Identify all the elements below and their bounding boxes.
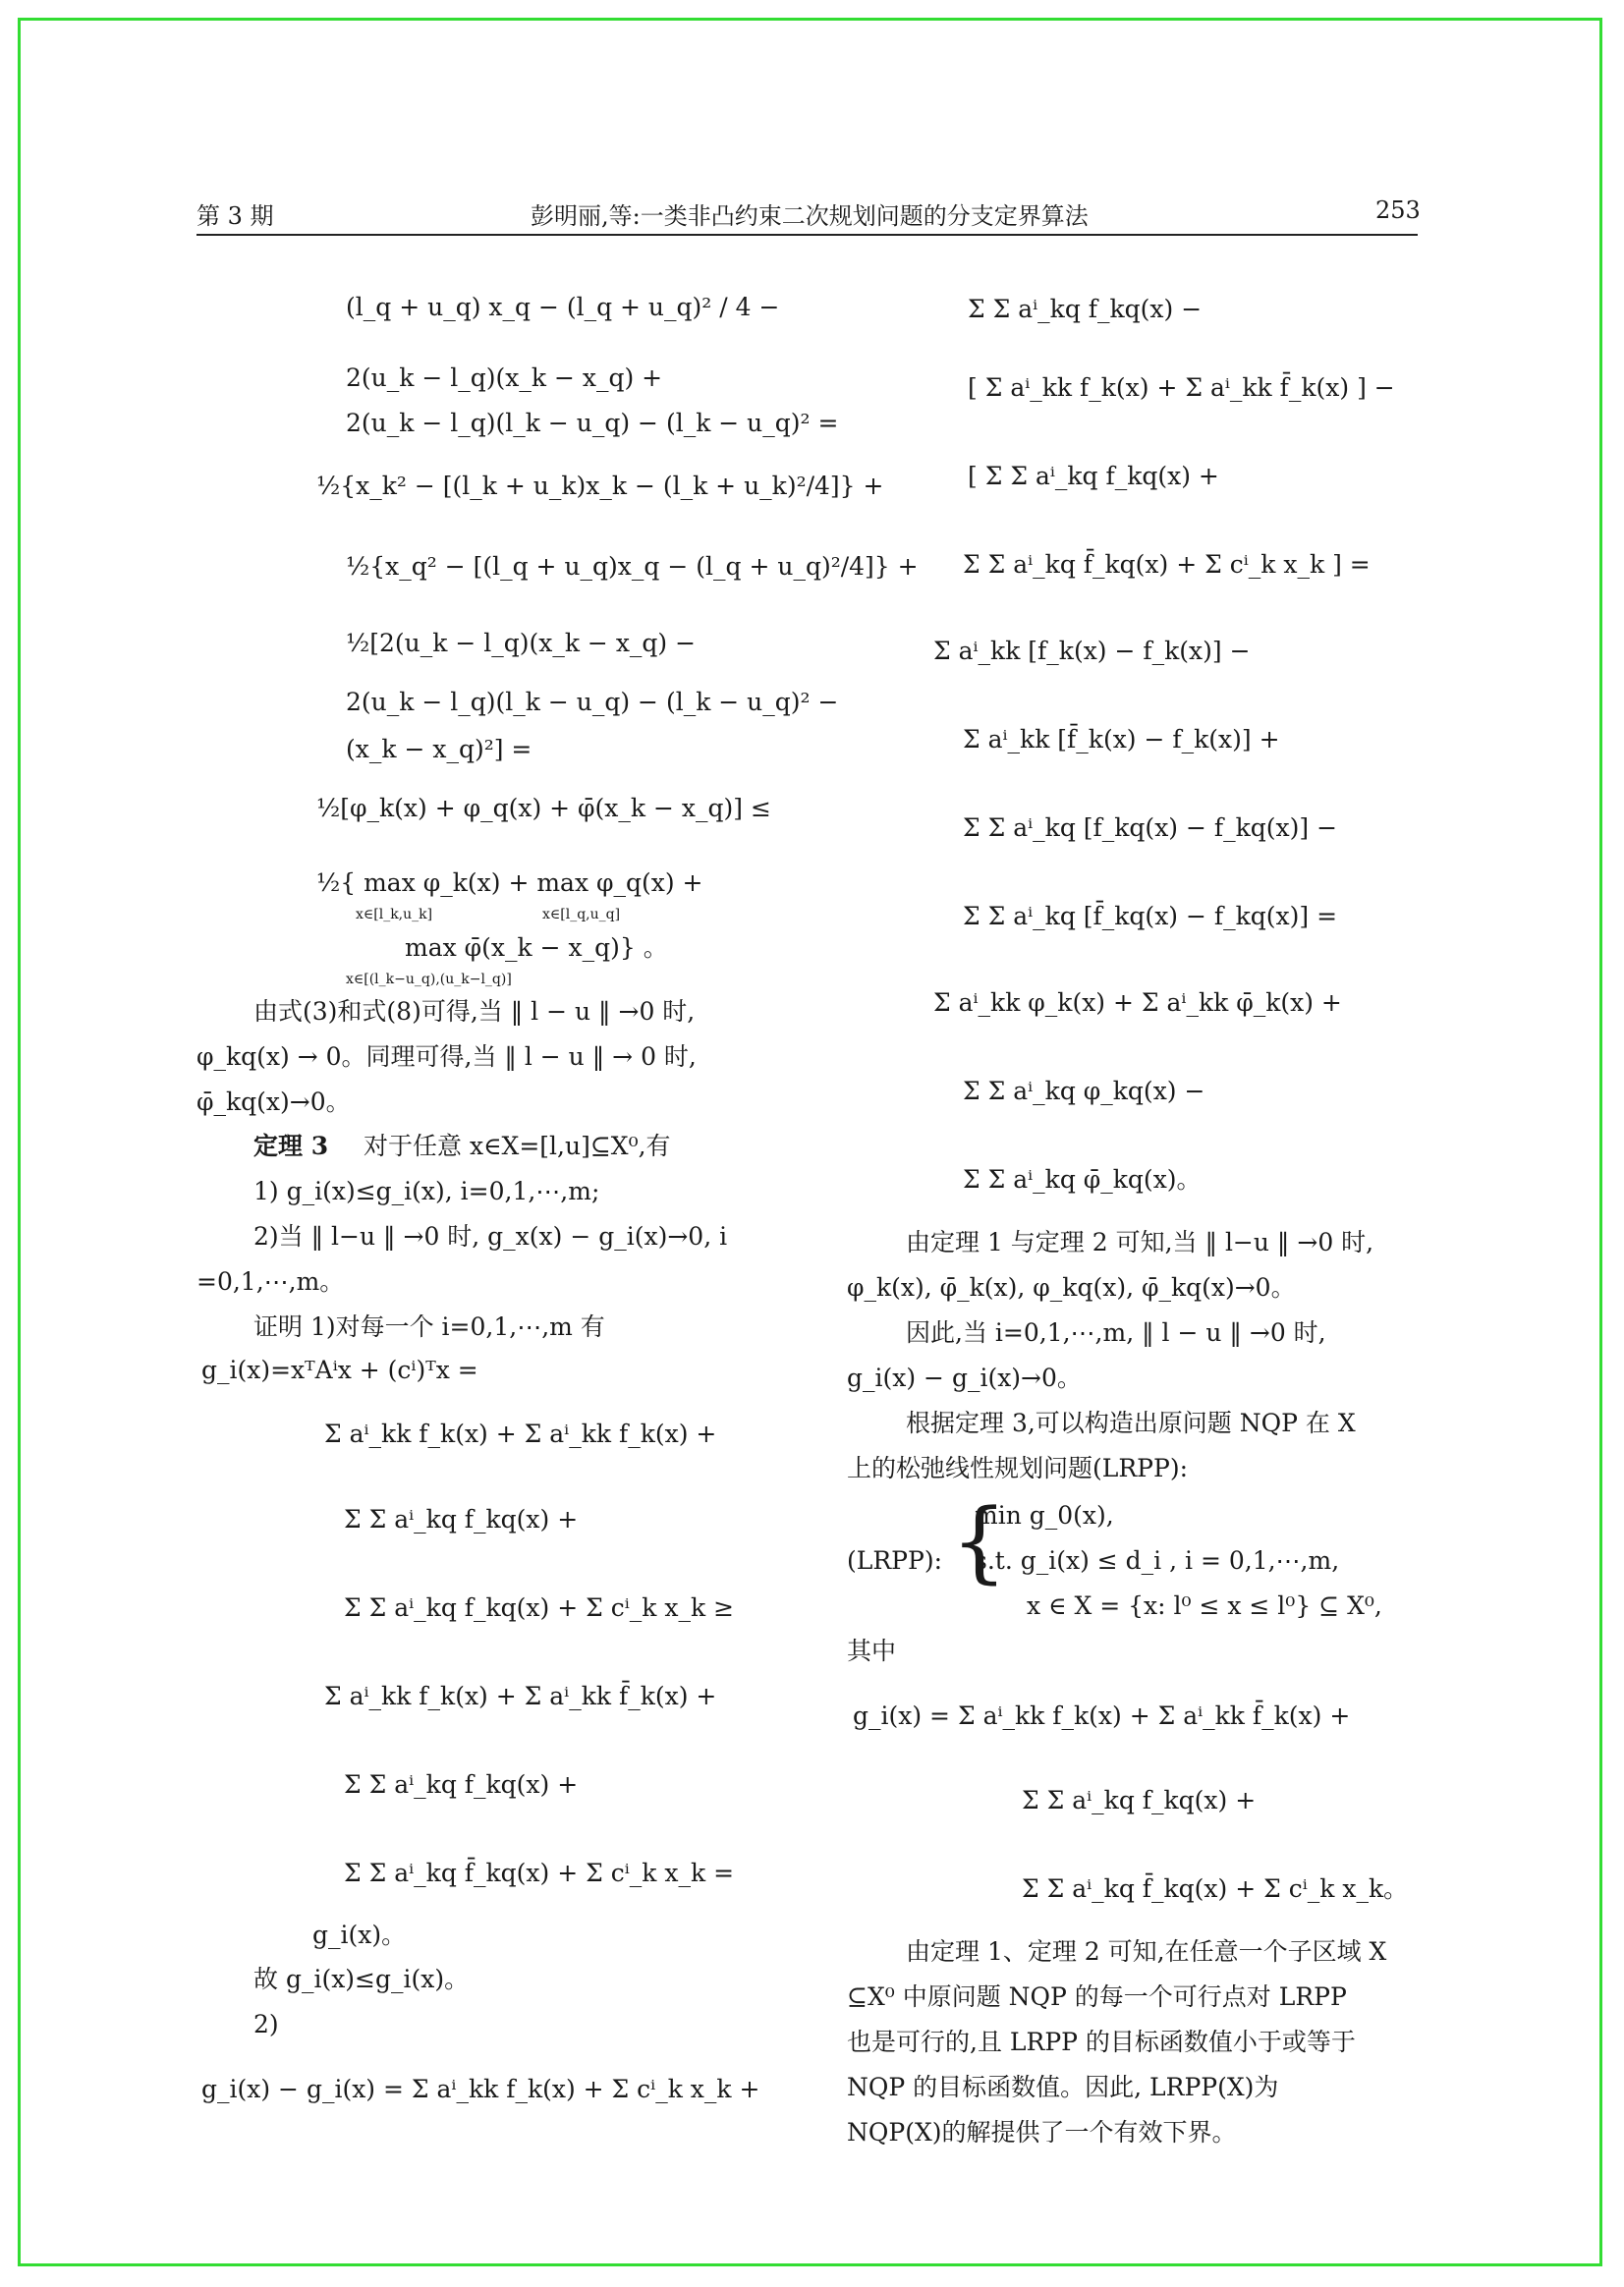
eq-line: Σ Σ aⁱ_kq f_kq(x) +: [1022, 1786, 1257, 1814]
eq-line: 2(u_k − l_q)(x_k − x_q) +: [346, 363, 663, 392]
lrpp-domain: x ∈ X = {x: l⁰ ≤ x ≤ l⁰} ⊆ X⁰,: [1027, 1591, 1382, 1620]
eq-line: Σ aⁱ_kk f_k(x) + Σ aⁱ_kk f̄_k(x) +: [324, 1682, 717, 1710]
paragraph-line: 因此,当 i=0,1,⋯,m, ‖ l − u ‖ →0 时,: [906, 1318, 1326, 1347]
paragraph-line: ⊆X⁰ 中原问题 NQP 的每一个可行点对 LRPP: [847, 1982, 1347, 2011]
eq-line: Σ Σ aⁱ_kq [f_kq(x) − f_kq(x)] −: [963, 813, 1338, 842]
theorem-item: =0,1,⋯,m。: [196, 1267, 345, 1296]
paragraph-line: 其中: [847, 1637, 897, 1665]
eq-line: 故 g_i(x)≤g_i(x)。: [253, 1965, 470, 1993]
lrpp-constraint: s.t. g_i(x) ≤ d_i , i = 0,1,⋯,m,: [975, 1546, 1340, 1575]
paragraph-line: g_i(x) − g_i(x)→0。: [847, 1364, 1082, 1392]
paragraph-line: φ_kq(x) → 0。同理可得,当 ‖ l − u ‖ → 0 时,: [196, 1042, 697, 1071]
eq-line: Σ aⁱ_kk [f̄_k(x) − f_k(x)] +: [963, 725, 1280, 753]
theorem-item: 2)当 ‖ l−u ‖ →0 时, g_x(x) − g_i(x)→0, i: [253, 1222, 728, 1251]
eq-line: Σ Σ aⁱ_kq [f̄_kq(x) − f_kq(x)] =: [963, 902, 1338, 930]
page-number: 253: [1375, 196, 1421, 224]
eq-line: Σ aⁱ_kk φ_k(x) + Σ aⁱ_kk φ̄_k(x) +: [933, 988, 1342, 1017]
eq-line: (x_k − x_q)²] =: [346, 735, 532, 763]
eq-line: max φ̄(x_k − x_q)} 。: [405, 933, 668, 962]
eq-line: Σ Σ aⁱ_kq f_kq(x) +: [344, 1770, 579, 1799]
paragraph-line: NQP 的目标函数值。因此, LRPP(X)为: [847, 2073, 1279, 2101]
theorem-label: 定理 3: [253, 1132, 329, 1160]
eq-line: 2): [253, 2010, 279, 2038]
theorem-item: 1) g_i(x)≤g_i(x), i=0,1,⋯,m;: [253, 1177, 600, 1205]
eq-line: Σ Σ aⁱ_kq f_kq(x) +: [344, 1505, 579, 1534]
paragraph-line: φ̄_kq(x)→0。: [196, 1088, 351, 1116]
eq-line: ½{ max φ_k(x) + max φ_q(x) +: [316, 868, 703, 897]
theorem-text: 对于任意 x∈X=[l,u]⊆X⁰,有: [364, 1132, 671, 1160]
lrpp-objective: min g_0(x),: [975, 1501, 1114, 1530]
lrpp-label: (LRPP):: [847, 1546, 942, 1575]
eq-line: Σ Σ aⁱ_kq f_kq(x) + Σ cⁱ_k x_k ≥: [344, 1593, 735, 1622]
eq-line: Σ Σ aⁱ_kq f̄_kq(x) + Σ cⁱ_k x_k ] =: [963, 550, 1371, 579]
eq-line: Σ Σ aⁱ_kq f_kq(x) −: [968, 295, 1203, 323]
paragraph-line: 也是可行的,且 LRPP 的目标函数值小于或等于: [847, 2028, 1356, 2056]
eq-line: ½{x_q² − [(l_q + u_q)x_q − (l_q + u_q)²/4]} +: [346, 552, 919, 581]
paragraph-line: 上的松弛线性规划问题(LRPP):: [847, 1454, 1188, 1482]
eq-subscript: x∈[l_k,u_k]: [356, 907, 433, 922]
paragraph-line: NQP(X)的解提供了一个有效下界。: [847, 2118, 1237, 2147]
header-rule: [196, 234, 1418, 236]
eq-line: ½[φ_k(x) + φ_q(x) + φ̄(x_k − x_q)] ≤: [316, 794, 771, 822]
paragraph-line: φ_k(x), φ̄_k(x), φ_kq(x), φ̄_kq(x)→0。: [847, 1273, 1296, 1302]
eq-line: g_i(x) − g_i(x) = Σ aⁱ_kk f_k(x) + Σ cⁱ_k x_k +: [201, 2075, 760, 2103]
eq-line: 2(u_k − l_q)(l_k − u_q) − (l_k − u_q)² =: [346, 409, 839, 437]
eq-line: ½{x_k² − [(l_k + u_k)x_k − (l_k + u_k)²/4]} +: [316, 472, 884, 500]
eq-line: Σ Σ aⁱ_kq φ_kq(x) −: [963, 1077, 1205, 1105]
eq-line: ½[2(u_k − l_q)(x_k − x_q) −: [346, 629, 697, 657]
eq-line: Σ aⁱ_kk f_k(x) + Σ aⁱ_kk f_k(x) +: [324, 1420, 717, 1448]
eq-line: Σ Σ aⁱ_kq f̄_kq(x) + Σ cⁱ_k x_k =: [344, 1859, 735, 1887]
paragraph-line: 由定理 1 与定理 2 可知,当 ‖ l−u ‖ →0 时,: [906, 1228, 1374, 1256]
eq-line: Σ aⁱ_kk [f_k(x) − f_k(x)] −: [933, 637, 1251, 665]
eq-line: Σ Σ aⁱ_kq φ̄_kq(x)。: [963, 1165, 1202, 1194]
eq-line: g_i(x) = Σ aⁱ_kk f_k(x) + Σ aⁱ_kk f̄_k(x) +: [853, 1701, 1351, 1730]
eq-line: g_i(x)=xᵀAⁱx + (cⁱ)ᵀx =: [201, 1356, 478, 1384]
running-title: 彭明丽,等:一类非凸约束二次规划问题的分支定界算法: [531, 202, 1089, 230]
left-brace: {: [951, 1490, 1008, 1593]
eq-line: (l_q + u_q) x_q − (l_q + u_q)² / 4 −: [346, 293, 780, 321]
paragraph-line: 由式(3)和式(8)可得,当 ‖ l − u ‖ →0 时,: [253, 997, 696, 1026]
eq-subscript: x∈[(l_k−u_q),(u_k−l_q)]: [346, 972, 512, 987]
eq-line: Σ Σ aⁱ_kq f̄_kq(x) + Σ cⁱ_k x_k。: [1022, 1874, 1409, 1903]
proof-line: 证明 1)对每一个 i=0,1,⋯,m 有: [253, 1312, 605, 1341]
eq-line: [ Σ aⁱ_kk f_k(x) + Σ aⁱ_kk f̄_k(x) ] −: [968, 373, 1395, 402]
paragraph-line: 由定理 1、定理 2 可知,在任意一个子区域 X: [906, 1937, 1387, 1966]
eq-line: [ Σ Σ aⁱ_kq f_kq(x) +: [968, 462, 1219, 490]
issue-label: 第 3 期: [196, 202, 274, 230]
paragraph-line: 根据定理 3,可以构造出原问题 NQP 在 X: [906, 1409, 1356, 1437]
eq-line: 2(u_k − l_q)(l_k − u_q) − (l_k − u_q)² −: [346, 688, 839, 716]
eq-subscript: x∈[l_q,u_q]: [542, 907, 621, 922]
eq-line: g_i(x)。: [312, 1921, 407, 1949]
